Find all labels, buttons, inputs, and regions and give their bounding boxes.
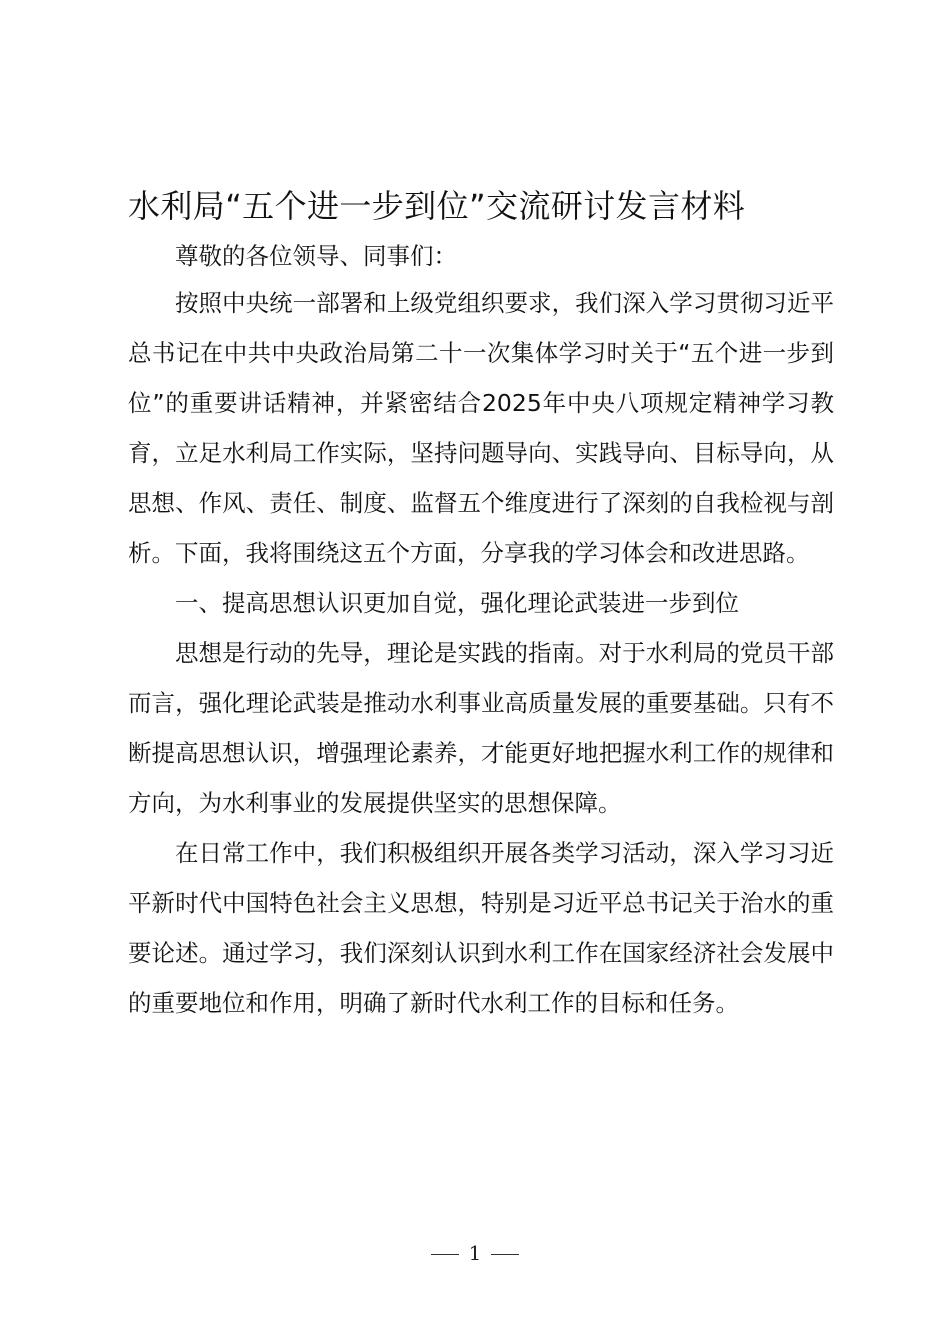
document-body (128, 234, 834, 1028)
section-heading-1: 一、提高思想认识更加自觉，强化理论武装进一步到位 (175, 589, 739, 617)
section-1-paragraph-2: 在日常工作中，我们积极组织开展各类学习活动，深入学习习近平新时代中国特色社会主义思想，特别是习近平总书记关于治水的重要论述。通过学习，我们深刻认识到水利工作在国家经济社会发展中的重要地位和作用，明确了新时代水利工作的目标和任务。 (128, 839, 834, 1017)
footer-right-dash (491, 1254, 519, 1255)
intro-paragraph: 按照中央统一部署和上级党组织要求，我们深入学习贯彻习近平总书记在中共中央政治局第二十一次集体学习时关于“五个进一步到位”的重要讲话精神，并紧密结合2025年中央八项规定精神学习教育，立足水利局工作实际，坚持问题导向、实践导向、目标导向，从思想、作风、责任、制度、监督五个维度进行了深刻的自我检视与剖析。下面，我将围绕这五个方面，分享我的学习体会和改进思路。 (128, 289, 834, 567)
page-number: 1 (468, 1241, 482, 1265)
footer-left-dash (431, 1254, 459, 1255)
page-footer (0, 1238, 950, 1268)
section-1-paragraph-1: 思想是行动的先导，理论是实践的指南。对于水利局的党员干部而言，强化理论武装是推动水利事业高质量发展的重要基础。只有不断提高思想认识，增强理论素养，才能更好地把握水利工作的规律和方向，为水利事业的发展提供坚实的思想保障。 (128, 639, 834, 817)
document-title: 水利局“五个进一步到位”交流研讨发言材料 (128, 187, 746, 225)
salutation: 尊敬的各位领导、同事们： (175, 242, 457, 270)
